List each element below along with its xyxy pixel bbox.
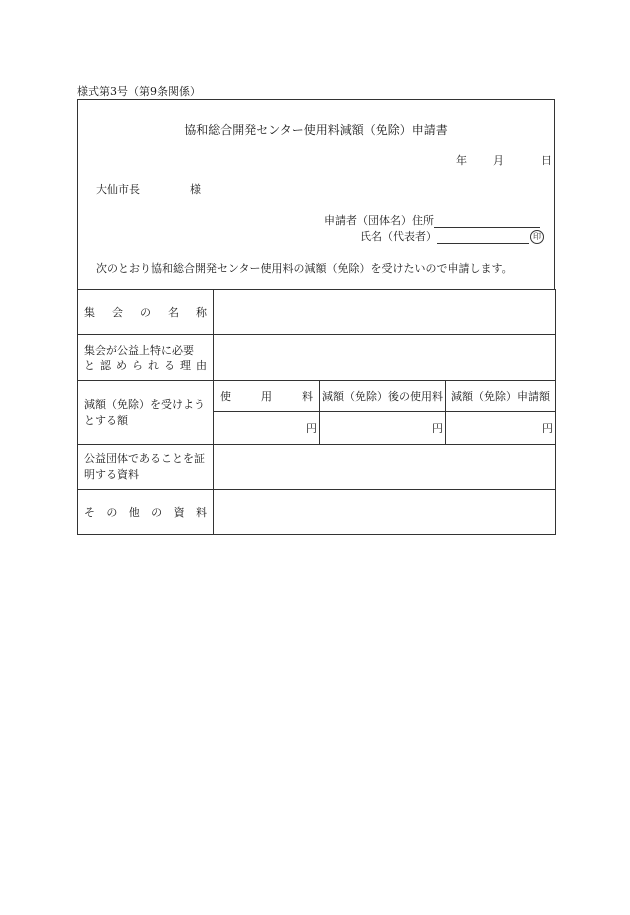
meeting-name-field[interactable] bbox=[214, 290, 556, 335]
table-row-reduction-header bbox=[78, 381, 556, 412]
table-row-meeting-name bbox=[78, 290, 556, 335]
applicant-address-field[interactable] bbox=[434, 215, 540, 228]
table-row-public-docs bbox=[78, 445, 556, 490]
applicant-address-line bbox=[324, 212, 540, 228]
date-day[interactable]: 日 bbox=[541, 154, 552, 167]
honorific: 様 bbox=[190, 183, 201, 196]
public-docs-field[interactable] bbox=[214, 445, 556, 490]
reduction-amount-label: 減額（免除）を受けようとする額 bbox=[78, 381, 214, 445]
date-year[interactable]: 年 bbox=[456, 154, 467, 167]
fee-amount-field[interactable] bbox=[214, 412, 320, 445]
application-table bbox=[77, 289, 556, 535]
application-header-box bbox=[77, 99, 555, 289]
table-row-public-reason bbox=[78, 335, 556, 381]
public-reason-field[interactable] bbox=[214, 335, 556, 381]
applicant-name-field[interactable] bbox=[437, 231, 529, 244]
applicant-address-label: 申請者（団体名）住所 bbox=[324, 214, 434, 227]
requested-amount-header: 減額（免除）申請額 bbox=[446, 381, 556, 412]
applicant-name-line bbox=[360, 228, 544, 244]
application-statement: 次のとおり協和総合開発センター使用料の減額（免除）を受けたいので申請します。 bbox=[96, 262, 513, 275]
table-row-other-docs bbox=[78, 490, 556, 535]
seal-mark: 印 bbox=[530, 230, 544, 244]
document-title: 協和総合開発センター使用料減額（免除）申請書 bbox=[184, 123, 448, 137]
applicant-name-label: 氏名（代表者） bbox=[360, 230, 437, 243]
after-fee-header: 減額（免除）後の使用料 bbox=[320, 381, 446, 412]
public-reason-label: 集会が公益上特に必要 と 認 め ら れ る 理 由 bbox=[78, 335, 214, 381]
after-fee-amount-field[interactable] bbox=[320, 412, 446, 445]
other-docs-label: そ の 他 の 資 料 bbox=[78, 490, 214, 535]
form-number: 様式第3号（第9条関係） bbox=[77, 85, 201, 98]
yen-unit: 円 bbox=[306, 422, 317, 435]
requested-amount-field[interactable] bbox=[446, 412, 556, 445]
yen-unit: 円 bbox=[432, 422, 443, 435]
public-docs-label: 公益団体であることを証明する資料 bbox=[78, 445, 214, 490]
meeting-name-label: 集 会 の 名 称 bbox=[78, 290, 214, 335]
addressee: 大仙市長 bbox=[96, 183, 140, 196]
date-month[interactable]: 月 bbox=[493, 154, 504, 167]
fee-header: 使 用 料 bbox=[214, 381, 320, 412]
yen-unit: 円 bbox=[542, 422, 554, 435]
other-docs-field[interactable] bbox=[214, 490, 556, 535]
